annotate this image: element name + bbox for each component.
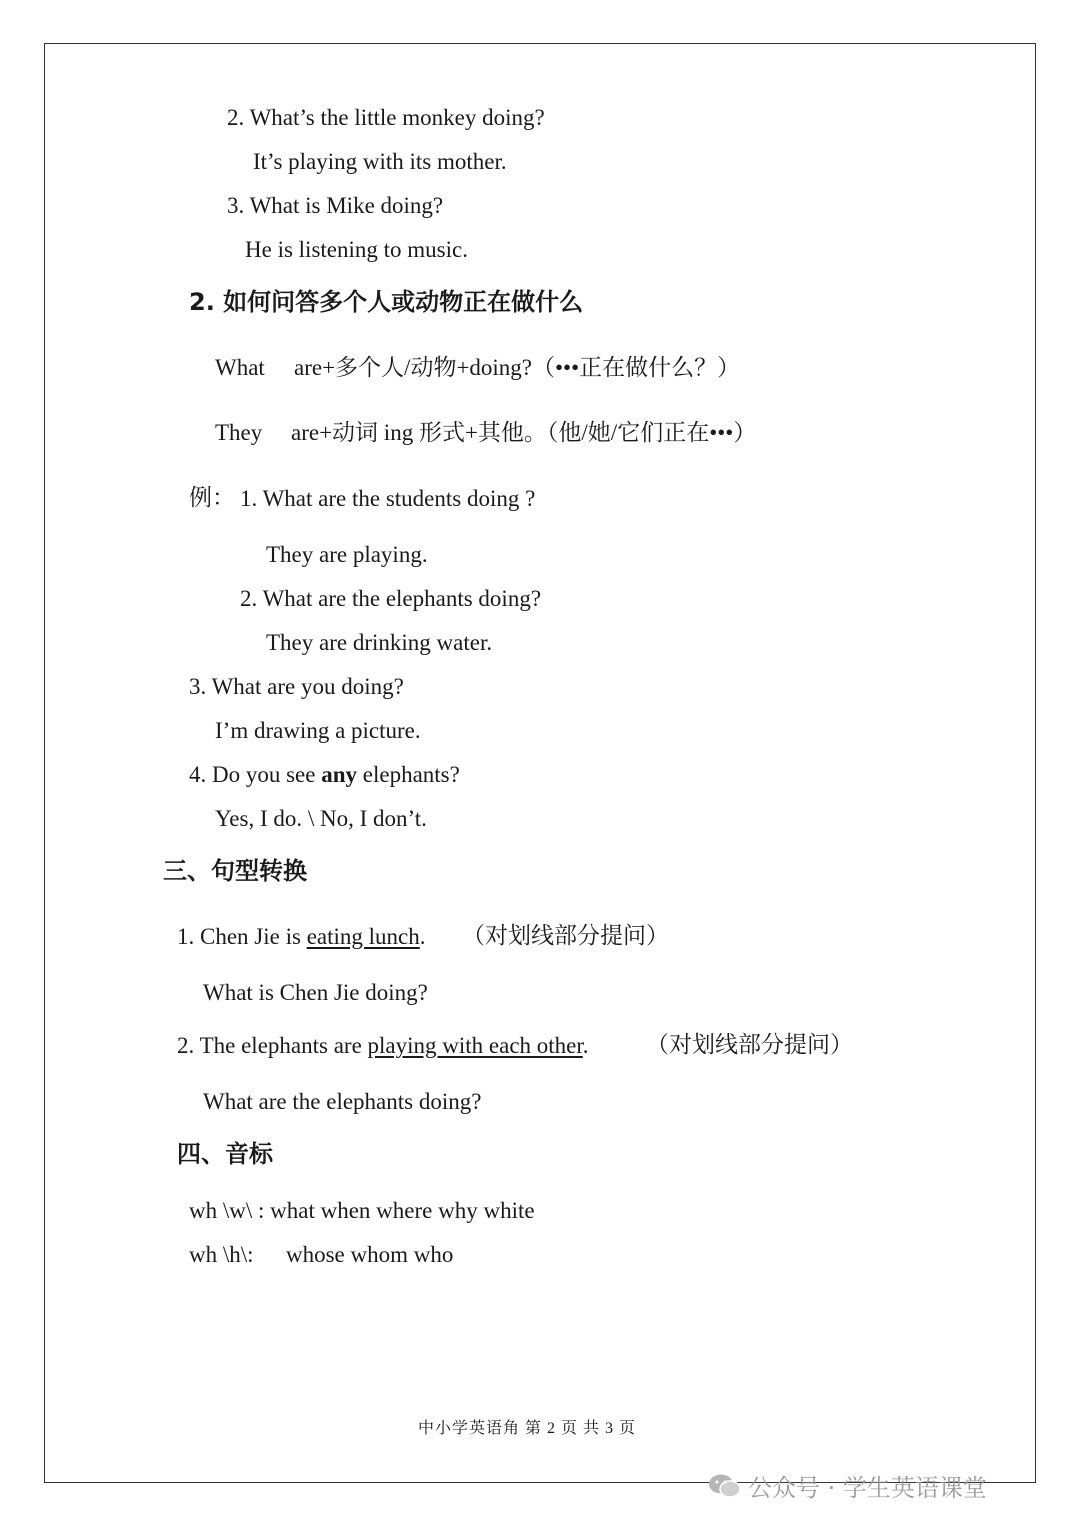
transform-note-1: （对划线部分提问）: [462, 923, 669, 949]
example-a2: It’s playing with its mother.: [253, 149, 507, 174]
wechat-icon: [708, 1473, 742, 1499]
transform-q2: 2. The elephants are playing with each other.: [177, 1033, 589, 1058]
pattern-question-start: What: [215, 355, 265, 380]
pattern-question-rest: are+多个人/动物+doing?（•••正在做什么？）: [294, 355, 741, 380]
section-heading-2: 2. 如何问答多个人或动物正在做什么: [189, 288, 584, 316]
plural-a1: They are playing.: [266, 542, 428, 567]
example-q3: 3. What is Mike doing?: [227, 193, 444, 218]
transform-a2: What are the elephants doing?: [203, 1089, 482, 1114]
example-q2: 2. What’s the little monkey doing?: [227, 105, 545, 130]
watermark: [708, 1468, 987, 1503]
transform-q1: 1. Chen Jie is eating lunch.: [177, 924, 426, 949]
phonics-line-2-label: wh \h\:: [189, 1242, 254, 1267]
plural-a4: Yes, I do. \ No, I don’t.: [215, 806, 427, 831]
example-a3: He is listening to music.: [245, 237, 468, 262]
plural-a2: They are drinking water.: [266, 630, 493, 655]
transform-a1: What is Chen Jie doing?: [203, 980, 428, 1005]
watermark-text: 公众号 · 学生英语课堂: [748, 1474, 987, 1502]
plural-q4: 4. Do you see any elephants?: [189, 762, 460, 787]
page-footer: 中小学英语角 第 2 页 共 3 页: [418, 1420, 637, 1437]
example-label: 例：: [189, 485, 235, 511]
plural-q3: 3. What are you doing?: [189, 674, 404, 699]
pattern-answer-rest: are+动词 ing 形式+其他。（他/她/它们正在•••）: [291, 420, 757, 445]
plural-a3: I’m drawing a picture.: [215, 718, 421, 743]
pattern-answer-start: They: [215, 420, 263, 445]
section-heading-3: 三、句型转换: [163, 857, 307, 885]
plural-q2: 2. What are the elephants doing?: [240, 586, 542, 611]
plural-q1: 1. What are the students doing ?: [240, 486, 536, 511]
bold-any: any: [321, 762, 358, 787]
section-heading-4: 四、音标: [177, 1140, 273, 1168]
transform-note-2: （对划线部分提问）: [646, 1032, 853, 1058]
phonics-line-1: wh \w\ : what when where why white: [189, 1198, 535, 1223]
underlined-phrase: playing with each other: [367, 1033, 583, 1058]
phonics-line-2-words: whose whom who: [286, 1242, 454, 1267]
underlined-phrase: eating lunch: [306, 924, 420, 949]
